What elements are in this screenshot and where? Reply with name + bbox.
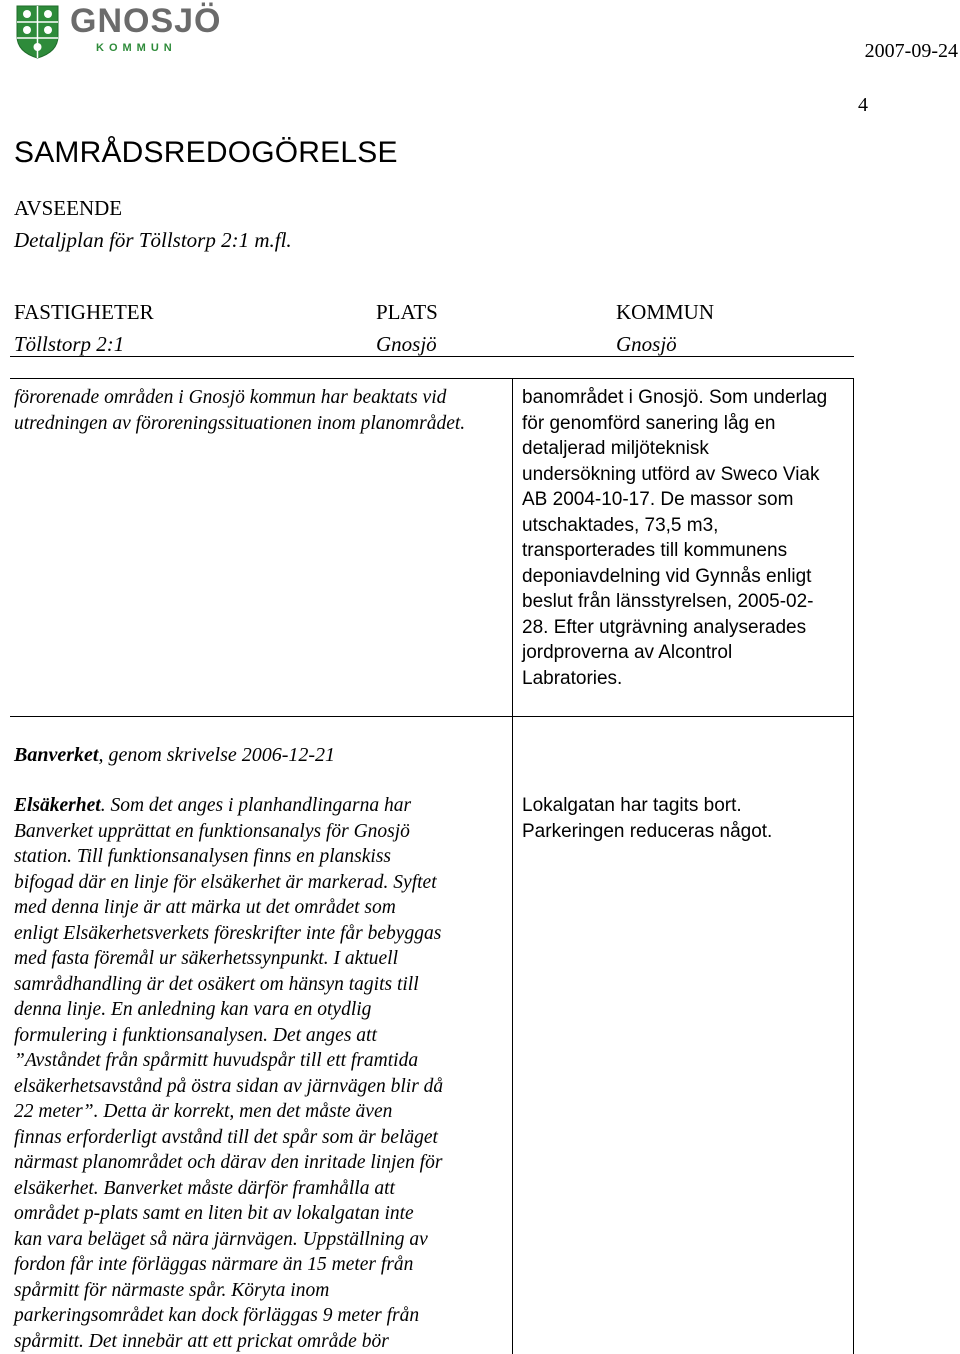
header-kommun: KOMMUN xyxy=(616,300,715,324)
row1-right-line: Labratories. xyxy=(522,667,623,689)
table-rule-row1-top xyxy=(10,378,854,379)
row2-right-line: Lokalgatan har tagits bort. xyxy=(522,795,742,816)
avseende-label: AVSEENDE xyxy=(14,196,123,220)
gnosjo-kommun-logo xyxy=(14,2,222,62)
row1-right-text xyxy=(522,385,852,691)
row2-left-line: ”Avståndet från spårmitt huvudspår till ett framtida xyxy=(14,1050,419,1071)
sender-detail: , genom skrivelse 2006-12-21 xyxy=(98,744,336,766)
row1-right-line: transporterades till kommunens xyxy=(522,540,788,561)
row2-left-line: . Som det anges i planhandlingarna har xyxy=(100,795,412,816)
row2-left-line: med denna linje är att märka ut det området som xyxy=(14,897,396,918)
row2-left-line: Banverket upprättat en funktionsanalys för Gnosjö xyxy=(14,820,410,842)
row2-left-line: närmast planområdet och därav den inritade linjen för xyxy=(14,1152,443,1173)
document-title: SAMRÅDSREDOGÖRELSE xyxy=(14,136,398,169)
page-number: 4 xyxy=(858,94,868,116)
row2-left-line: elsäkerhetsavstånd på östra sidan av järnvägen blir då xyxy=(14,1075,444,1097)
table-column-divider xyxy=(512,378,513,1354)
row1-right-line: deponiavdelning vid Gynnås enligt xyxy=(522,565,812,587)
row2-left-line: elsäkerhet. Banverket måste därför framhålla att xyxy=(14,1177,395,1199)
table-rule-row1-bottom xyxy=(10,716,854,717)
header-fastigheter: FASTIGHETER xyxy=(14,300,154,324)
avseende-value: Detaljplan för Töllstorp 2:1 m.fl. xyxy=(14,228,292,252)
table-rule-top xyxy=(10,356,854,357)
row2-left-line: finnas erforderligt avstånd till det spår som är beläget xyxy=(14,1126,438,1148)
row2-left-line: området p-plats samt en liten bit av lokalgatan inte xyxy=(14,1203,414,1224)
row2-left-line: formulering i funktionsanalysen. Det anges att xyxy=(14,1024,377,1046)
value-kommun: Gnosjö xyxy=(616,332,677,356)
row2-right-text xyxy=(522,793,847,844)
row1-right-line: beslut från länsstyrelsen, 2005-02- xyxy=(522,591,814,612)
row1-right-line: jordproverna av Alcontrol xyxy=(522,642,733,663)
row1-left-text: förorenade områden i Gnosjö kommun har beaktats vid utredningen av föroreningssituationen inom planområdet. xyxy=(14,387,466,434)
header-plats: PLATS xyxy=(376,300,438,324)
row2-right-line: Parkeringen reduceras något. xyxy=(522,820,773,842)
topic-heading: Elsäkerhet xyxy=(14,795,101,816)
row2-left-line: enligt Elsäkerhetsverkets föreskrifter inte får bebyggas xyxy=(14,922,442,944)
row2-sender xyxy=(14,743,335,769)
row1-right-line: banområdet i Gnosjö. Som underlag xyxy=(522,387,828,408)
row2-left-line: bifogad där en linje för elsäkerhet är markerad. Syftet xyxy=(14,871,437,893)
value-fastighet: Töllstorp 2:1 xyxy=(14,332,125,356)
row2-left-line: denna linje. En anledning kan vara en otydlig xyxy=(14,999,372,1020)
table-right-border xyxy=(853,378,854,1354)
logo-wordmark: GNOSJÖ xyxy=(70,2,222,40)
row1-right-line: AB 2004-10-17. De massor som xyxy=(522,489,794,510)
row2-left-line: med fasta föremål ur säkerhetssynpunkt. I aktuell xyxy=(14,948,398,969)
row1-right-line: för genomförd sanering låg en xyxy=(522,412,776,434)
row2-left-line: parkeringsområdet kan dock förläggas 9 meter från xyxy=(14,1305,420,1326)
row1-right-line: undersökning utförd av Sweco Viak xyxy=(522,463,820,485)
row2-left-line: spårmitt för närmaste spår. Köryta inom xyxy=(14,1279,330,1301)
value-plats: Gnosjö xyxy=(376,332,437,356)
logo-subtitle: KOMMUN xyxy=(96,42,177,54)
row1-right-line: detaljerad miljöteknisk xyxy=(522,438,709,459)
row2-left-line: station. Till funktionsanalysen finns en planskiss xyxy=(14,846,392,867)
row2-left-line: kan vara beläget så nära järnvägen. Uppställning av xyxy=(14,1228,428,1250)
row2-left-line: spårmitt. Det innebär att ett prickat område bör xyxy=(14,1330,389,1352)
row2-left-line: samrådhandling är det osäkert om hänsyn tagits till xyxy=(14,973,419,995)
row2-left-line: fordon får inte förläggas närmare än 15 meter från xyxy=(14,1254,414,1275)
row2-left-line: 22 meter”. Detta är korrekt, men det måste även xyxy=(14,1101,393,1122)
row1-right-line: utschaktades, 73,5 m3, xyxy=(522,514,719,536)
document-date: 2007-09-24 xyxy=(864,40,958,62)
sender-name: Banverket xyxy=(14,744,99,766)
row1-right-line: 28. Efter utgrävning analyserades xyxy=(522,616,807,638)
row2-left-text xyxy=(14,793,509,1354)
